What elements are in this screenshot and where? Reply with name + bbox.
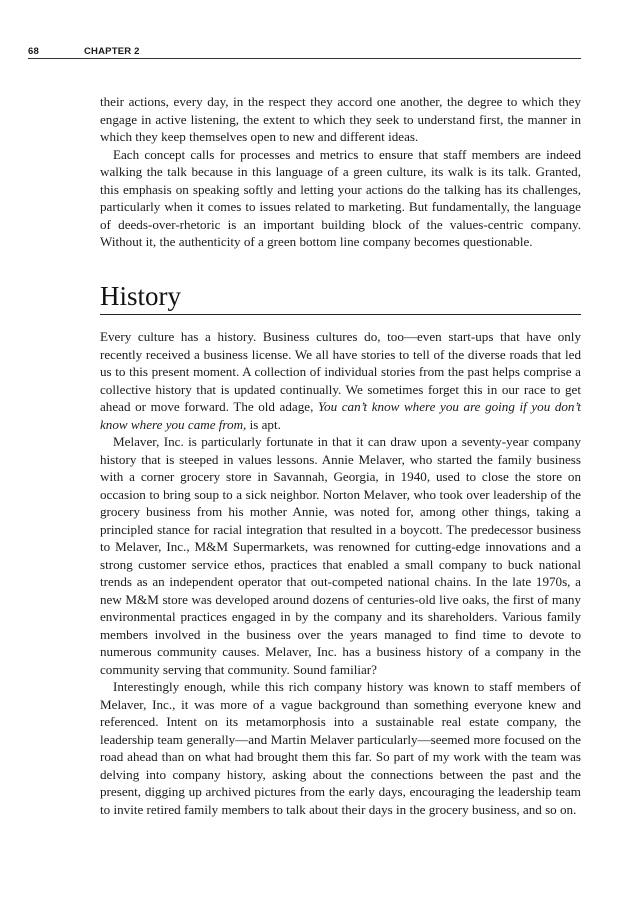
page-number: 68	[28, 46, 39, 57]
chapter-label: CHAPTER 2	[84, 46, 140, 57]
history-p1-text: Every culture has a history. Business cultures do, too—even start-ups that have only recently received a business license. We all have stories to tell of the diverse roads that led us to this present moment. A collection of individual stories from the past helps comprise a collective history that is updated continually. We sometimes forget this in our race to get ahead or move forward. The old adage,	[100, 329, 581, 414]
history-paragraph-1	[100, 328, 581, 433]
intro-text	[100, 93, 581, 251]
section-heading-history: History	[100, 280, 581, 315]
running-head	[28, 44, 581, 59]
history-text	[100, 328, 581, 818]
history-paragraph-2: Melaver, Inc. is particularly fortunate in that it can draw upon a seventy-year company history that is steeped in values lessons. Annie Melaver, who started the family business with a corner grocery store in Savannah, Georgia, in 1940, used to close the store on occasion to bring soup to a sick neighbor. Norton Melaver, who took over leadership of the grocery business from his mother Annie, was noted for, among other things, taking a principled stance for racial integration that resulted in a boycott. The predecessor business to Melaver, Inc., M&M Supermarkets, was renowned for cutting-edge innovations and a strong customer service ethos, practices that enabled a small company to buck national trends as an independent operator that out-competed national chains. In the late 1970s, a new M&M store was developed around dozens of centuries-old live oaks, the first of many environmental practices engaged in by the company and its shareholders. Various family members involved in the business over the years managed to find time to devote to numerous community causes. Melaver, Inc. has a business history of a company in the community serving that community. Sound familiar?	[100, 434, 581, 677]
intro-paragraph-2: Each concept calls for processes and metrics to ensure that staff members are indeed walking the talk because in this language of a green culture, its walk is its talk. Granted, this emphasis on speaking softly and letting your actions do the talking has its challenges, particularly when it comes to issues related to marketing. But fundamentally, the language of deeds-over-rhetoric is an important building block of the values-centric company. Without it, the authenticity of a green bottom line company becomes questionable.	[100, 146, 581, 249]
intro-paragraph-1: their actions, every day, in the respect they accord one another, the degree to which they engage in active listening, the extent to which they seek to understand first, the manner in which they keep themselves open to new and different ideas.	[100, 94, 581, 144]
history-p1-end: is apt.	[246, 416, 281, 432]
adage-quote: You can’t know where you are going if you don’t know where you came from,	[100, 399, 581, 432]
history-paragraph-3: Interestingly enough, while this rich company history was known to staff members of Melaver, Inc., it was more of a vague background than something everyone knew and referenced. Intent on its metamorphosis into a sustainable real estate company, the leadership team generally—and Martin Melaver particularly—seemed more focused on the road ahead than on what had brought them this far. So part of my work with the team was delving into company history, asking about the connections between the past and the present, digging up archived pictures from the early days, encouraging the leadership team to invite retired family members to talk about their days in the grocery business, and so on.	[100, 679, 581, 817]
